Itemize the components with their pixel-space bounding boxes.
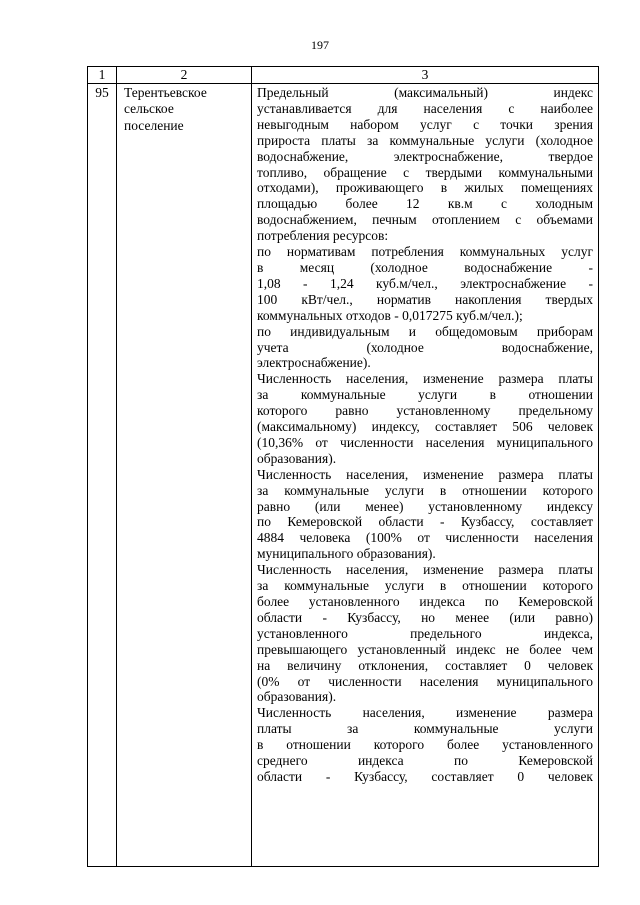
description-line: Численность населения, изменение размера платы [257,562,593,578]
description-line: среднего индекса по Кемеровской [257,753,593,769]
description-line: Численность населения, изменение размера платы [257,371,593,387]
tariff-table [87,66,599,867]
description-line: Предельный (максимальный) индекс [257,85,593,100]
description-line: которого равно установленному предельному [257,403,593,419]
row-number: 95 [88,84,117,867]
description-line: невыгодным набором услуг с точки зрения [257,116,593,132]
settlement-name-line: Терентьевское [124,85,207,100]
description-line: области - Кузбассу, но менее (или равно) [257,609,593,625]
description-line: в месяц (холодное водоснабжение - [257,259,593,275]
description-line: за коммунальные услуги в отношении которого [257,578,593,594]
description-line: (10,36% от численности населения муниципального [257,434,593,450]
header-col-1: 1 [88,67,117,84]
table-header-row [88,67,599,84]
description-line: установленного предельного индекса, [257,625,593,641]
description-line: 100 кВт/чел., норматив накопления твердых [257,291,593,307]
description-line: превышающего установленный индекс не более чем [257,641,593,657]
description-line: за коммунальные услуги в отношении которого [257,482,593,498]
page-number: 197 [311,38,329,52]
description-line: 1,08 - 1,24 куб.м/чел., электроснабжение - [257,275,593,291]
description-line: более установленного индекса по Кемеровской [257,594,593,609]
description-line: образования). [257,689,337,705]
description-line: водоснабжение, электроснабжение, твердое [257,148,593,164]
description-line: (0% от численности населения муниципального [257,673,593,689]
description-line: 4884 человека (100% от численности населения [257,530,593,546]
description-line: образования). [257,450,337,466]
description-line: платы за коммунальные услуги [257,721,593,737]
description-line: Численность населения, изменение размера [257,705,593,721]
description-line: прироста платы за коммунальные услуги (холодное [257,132,593,148]
description-line: муниципального образования). [257,546,436,562]
description-line: по Кемеровской области - Кузбассу, составляет [257,514,593,530]
settlement-name [117,84,252,867]
index-description [252,84,599,867]
description-line: устанавливается для населения с наиболее [257,100,593,116]
description-line: за коммунальные услуги в отношении [257,387,593,403]
settlement-name-line: поселение [124,117,184,133]
settlement-name-line: сельское [124,101,174,117]
description-line: области - Кузбассу, составляет 0 человек [257,768,593,784]
description-line: коммунальных отходов - 0,017275 куб.м/чел.); [257,307,523,323]
header-col-3: 3 [252,67,599,84]
description-line: электроснабжение). [257,355,371,371]
header-col-2: 2 [117,67,252,84]
description-line: по нормативам потребления коммунальных услуг [257,244,593,260]
table-row [88,84,599,867]
description-line: по индивидуальным и общедомовым приборам [257,323,593,339]
description-line: потребления ресурсов: [257,228,389,244]
description-line: равно (или менее) установленному индексу [257,498,593,514]
description-line: Численность населения, изменение размера платы [257,466,593,482]
description-line: водоснабжением, печным отоплением с объемами [257,212,593,228]
description-line: площадью более 12 кв.м с холодным [257,196,593,212]
description-line: на величину отклонения, составляет 0 человек [257,657,593,673]
description-line: учета (холодное водоснабжение, [257,339,593,355]
description-line: (максимальному) индексу, составляет 506 человек [257,419,593,435]
description-line: топливо, обращение с твердыми коммунальными [257,164,593,180]
description-line: отходами), проживающего в жилых помещениях [257,180,593,196]
description-line: в отношении которого более установленного [257,737,593,753]
